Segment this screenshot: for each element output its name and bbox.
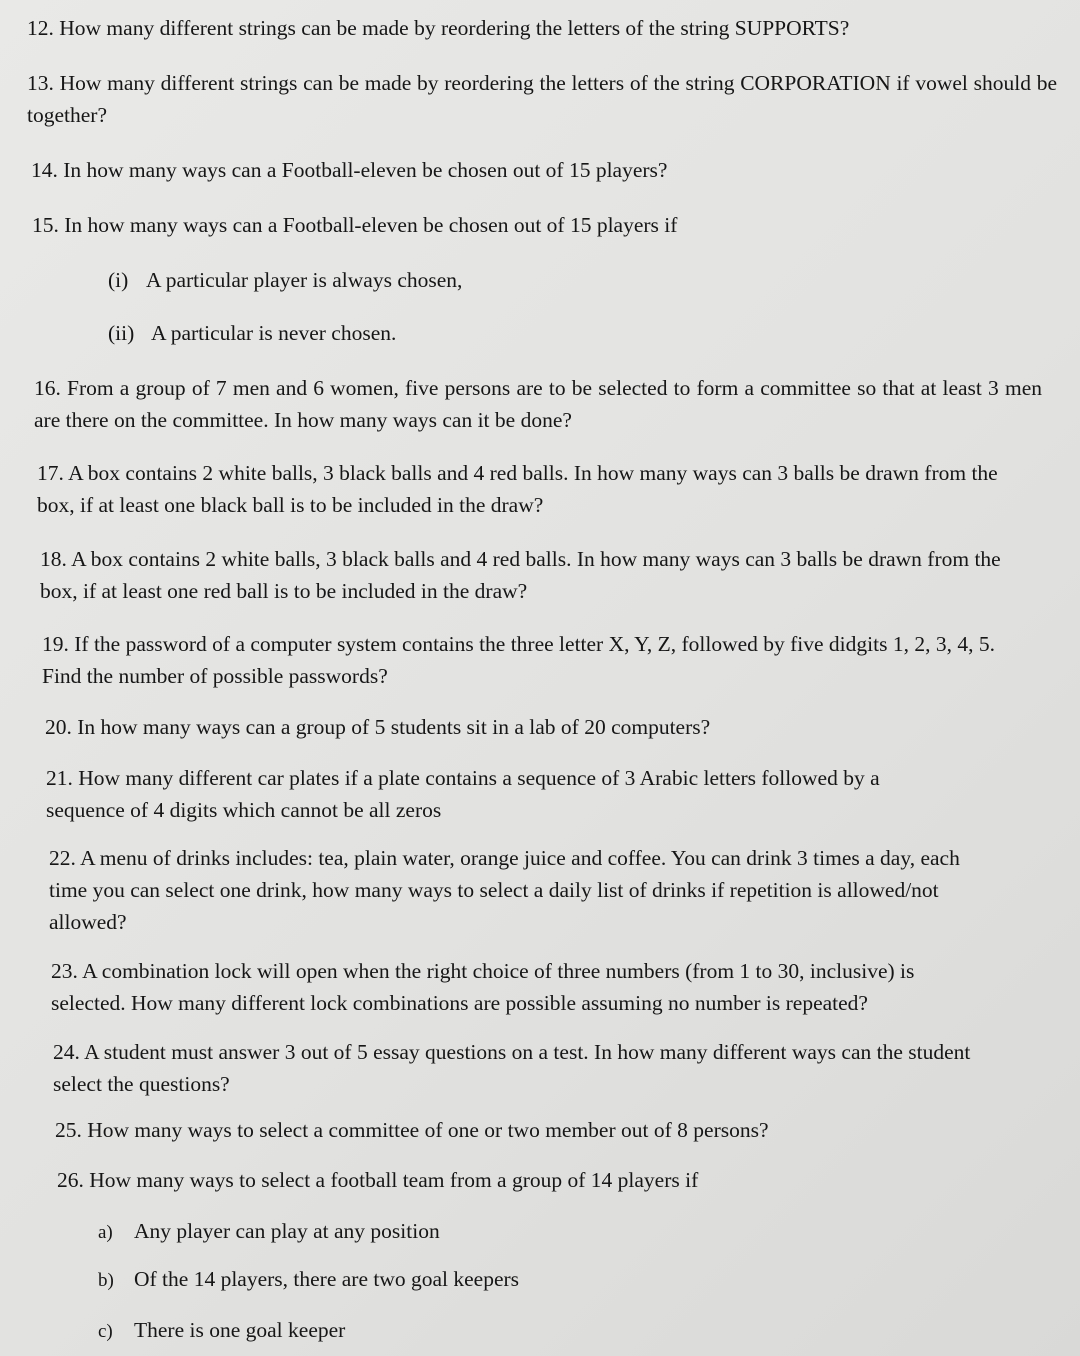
question-15: 15. In how many ways can a Football-eleven be chosen out of 15 players if — [32, 213, 678, 237]
question-26-part-a — [98, 1215, 440, 1249]
part-marker: a) — [98, 1222, 113, 1243]
question-26: 26. How many ways to select a football team from a group of 14 players if — [57, 1168, 699, 1192]
part-marker: (i) — [108, 268, 129, 292]
question-12: 12. How many different strings can be made by reordering the letters of the string SUPPORTS? — [27, 16, 850, 40]
question-19: 19. If the password of a computer system contains the three letter X, Y, Z, followed by five didgits 1, 2, 3, 4, 5. Find the number of possible passwords? — [42, 632, 995, 688]
part-text: A particular player is always chosen, — [146, 268, 463, 292]
question-23: 23. A combination lock will open when the right choice of three numbers (from 1 to 30, inclusive) is selected. How many different lock combinations are possible assuming no number is repeated? — [51, 959, 915, 1015]
question-18: 18. A box contains 2 white balls, 3 black balls and 4 red balls. In how many ways can 3 balls be drawn from the box, if at least one red ball is to be included in the draw? — [40, 547, 1001, 603]
question-15-part-ii — [108, 317, 396, 349]
part-marker: (ii) — [108, 321, 135, 345]
part-text: Of the 14 players, there are two goal keepers — [134, 1267, 520, 1291]
question-25: 25. How many ways to select a committee of one or two member out of 8 persons? — [55, 1118, 769, 1142]
question-16: 16. From a group of 7 men and 6 women, five persons are to be selected to form a committee so that at least 3 men are there on the committee. In how many ways can it be done? — [34, 376, 1042, 432]
part-text: Any player can play at any position — [134, 1219, 440, 1243]
question-14: 14. In how many ways can a Football-eleven be chosen out of 15 players? — [31, 158, 668, 182]
question-24: 24. A student must answer 3 out of 5 essay questions on a test. In how many different ways can the student select the questions? — [53, 1040, 971, 1096]
question-22: 22. A menu of drinks includes: tea, plain water, orange juice and coffee. You can drink 3 times a day, each time you can select one drink, how many ways to select a daily list of drinks if repetition is allowed/not allowed? — [49, 846, 960, 934]
part-text: There is one goal keeper — [134, 1318, 346, 1342]
question-17: 17. A box contains 2 white balls, 3 black balls and 4 red balls. In how many ways can 3 balls be drawn from the box, if at least one black ball is to be included in the draw? — [37, 461, 998, 517]
question-13: 13. How many different strings can be made by reordering the letters of the string CORPORATION if vowel should be together? — [27, 71, 1057, 127]
question-15-part-i — [108, 264, 462, 296]
part-marker: c) — [98, 1321, 113, 1342]
part-text: A particular is never chosen. — [151, 321, 397, 345]
part-marker: b) — [98, 1270, 114, 1291]
question-26-part-b — [98, 1263, 519, 1297]
question-21: 21. How many different car plates if a plate contains a sequence of 3 Arabic letters followed by a sequence of 4 digits which cannot be all zeros — [46, 766, 880, 822]
question-20: 20. In how many ways can a group of 5 students sit in a lab of 20 computers? — [45, 715, 711, 739]
question-26-part-c — [98, 1314, 345, 1348]
